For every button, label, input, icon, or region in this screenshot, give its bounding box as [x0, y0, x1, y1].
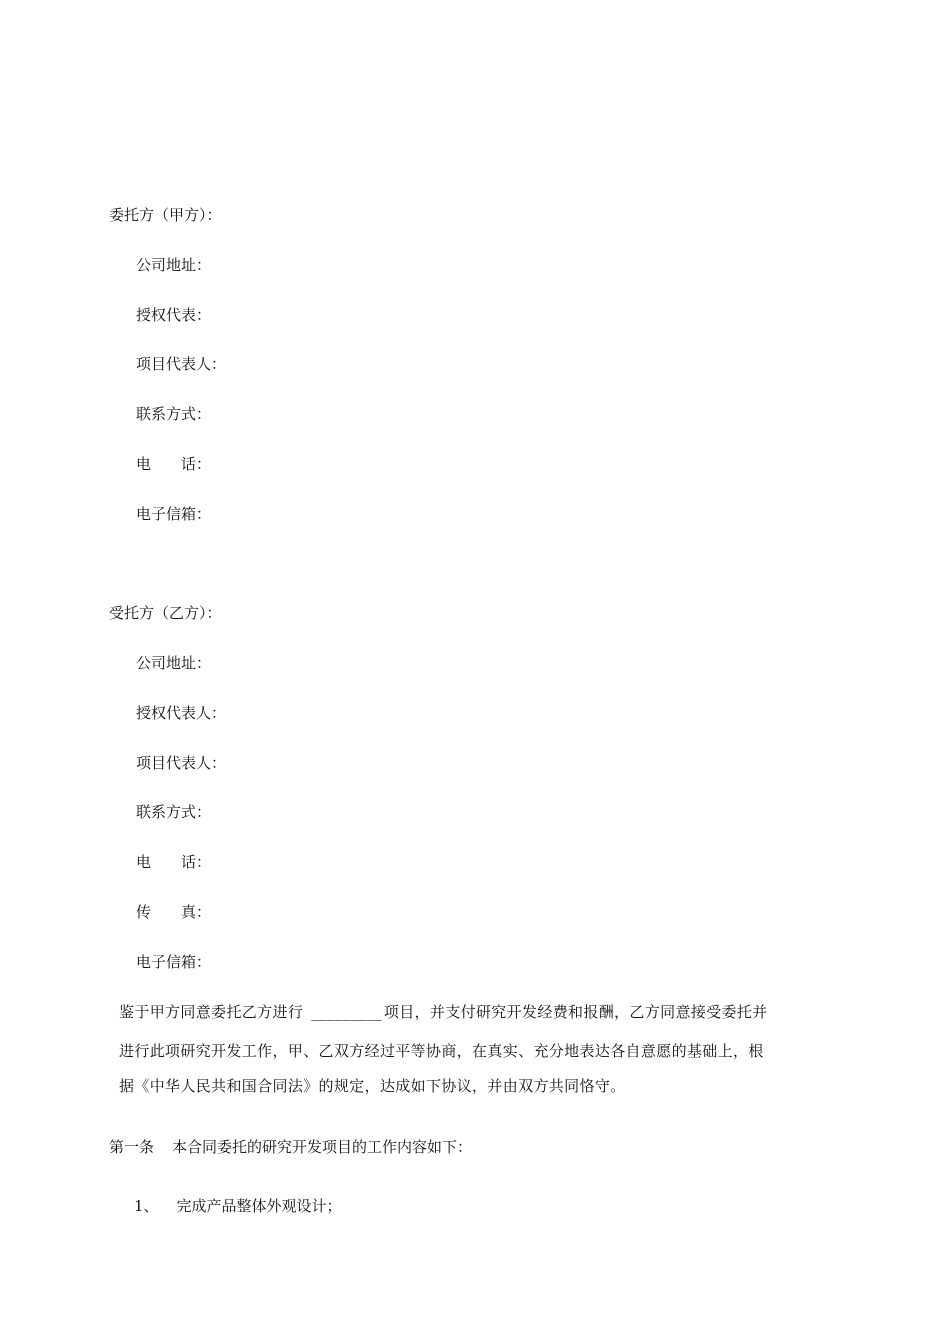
project-name-blank: _________ [311, 1003, 382, 1021]
list-item-number: 1、 [134, 1197, 159, 1215]
party-a-contact: 联系方式： [136, 405, 212, 423]
list-item-text: 完成产品整体外观设计； [176, 1197, 342, 1215]
party-a-email: 电子信箱： [136, 505, 212, 523]
list-item [134, 1196, 342, 1216]
party-b-company-address: 公司地址： [136, 654, 212, 672]
preamble-line-1-pre: 鉴于甲方同意委托乙方进行 [119, 1003, 304, 1021]
party-b-title: 受托方（乙方）： [109, 604, 222, 622]
party-a-project-rep: 项目代表人： [136, 355, 227, 373]
party-b-fax: 传 真： [136, 903, 212, 921]
article-1-label: 第一条 [109, 1138, 155, 1156]
preamble-line-1 [119, 1002, 768, 1022]
preamble-line-3: 据《中华人民共和国合同法》的规定，达成如下协议，并由双方共同恪守。 [119, 1077, 626, 1095]
party-b-project-rep: 项目代表人： [136, 754, 227, 772]
preamble-line-1-post: 项目，并支付研究开发经费和报酬，乙方同意接受委托并 [383, 1003, 768, 1021]
party-b-email: 电子信箱： [136, 953, 212, 971]
article-1-heading [109, 1137, 472, 1157]
party-a-title: 委托方（甲方）： [109, 206, 222, 224]
party-b-phone: 电 话： [136, 853, 212, 871]
article-1-text: 本合同委托的研究开发项目的工作内容如下： [172, 1138, 473, 1156]
party-a-company-address: 公司地址： [136, 256, 212, 274]
party-b-authorized-rep: 授权代表人： [136, 704, 227, 722]
preamble-line-2: 进行此项研究开发工作，甲、乙双方经过平等协商，在真实、充分地表达各自意愿的基础上，根 [119, 1042, 764, 1060]
party-a-authorized-rep: 授权代表： [136, 306, 212, 324]
party-a-phone: 电 话： [136, 455, 212, 473]
party-b-contact: 联系方式： [136, 803, 212, 821]
